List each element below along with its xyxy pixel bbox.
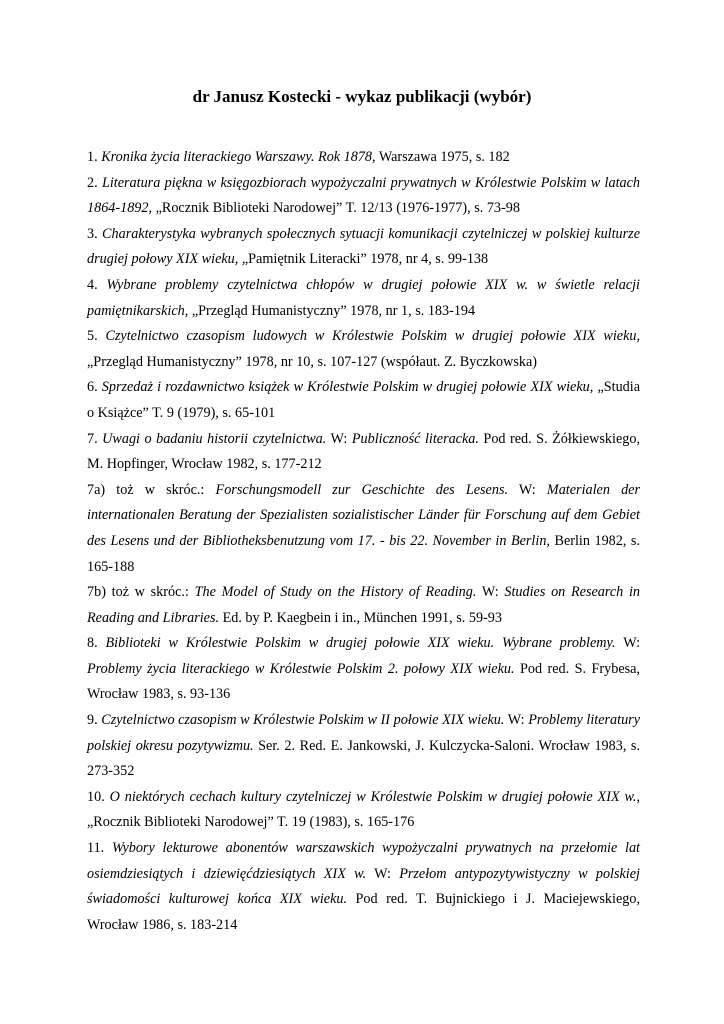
entry-text: 1. <box>87 149 102 165</box>
entry-text: „Rocznik Biblioteki Narodowej” T. 12/13 (1976-1977), s. 73-98 <box>152 200 520 217</box>
entry-text: „Studia o Książce” T. 9 (1979), s. 65-101 <box>87 379 640 421</box>
entry-text: „Rocznik Biblioteki Narodowej” T. 19 (1983), s. 165-176 <box>87 814 415 831</box>
entry-title-text: Sprzedaż i rozdawnictwo książek w Królestwie Polskim w drugiej połowie XIX wieku, <box>101 379 594 396</box>
entry-text: W: <box>476 584 505 601</box>
entry-text: 5. <box>87 328 106 345</box>
entry-title-text: Kronika życia literackiego Warszawy. Rok 1878, <box>101 149 376 165</box>
entry-text: 7a) toż w skróc.: <box>87 481 216 498</box>
publication-entry <box>87 171 640 222</box>
entry-text: W: <box>366 865 400 882</box>
entry-text: Pod red. S. Żółkiewskiego, M. Hopfinger, Wrocław 1982, s. 177-212 <box>87 430 640 473</box>
entry-title-text: Wybrane problemy czytelnictwa chłopów w drugiej połowie XIX w. w świetle relacji pamiętnikarskich, <box>87 276 640 319</box>
publication-entry <box>87 631 640 708</box>
publication-entry <box>87 427 640 478</box>
page-title: dr Janusz Kostecki - wykaz publikacji (wybór) <box>192 87 532 106</box>
entry-text: W: <box>326 430 352 447</box>
entry-title-text: Charakterystyka wybranych społecznych sytuacji komunikacji czytelniczej w polskiej kulturze drugiej połowy XIX wieku, <box>87 225 640 268</box>
publication-entry <box>87 324 640 375</box>
entry-text: 6. <box>87 379 102 396</box>
entry-text: 8. <box>87 635 106 652</box>
publication-entry <box>87 478 640 580</box>
entry-title-text: Publiczność literacka. <box>351 430 479 447</box>
entry-text: Pod red. T. Bujnickiego i J. Maciejewskiego, Wrocław 1986, s. 183-214 <box>87 891 640 933</box>
entry-text: W: <box>508 481 547 498</box>
entry-text: 3. <box>87 225 103 242</box>
entry-text: W: <box>504 712 529 729</box>
publication-entry <box>87 580 640 631</box>
entry-text: Berlin 1982, s. 165-188 <box>87 532 641 575</box>
entry-title-text: Uwagi o badaniu historii czytelnictwa. <box>102 430 327 447</box>
publication-entry <box>87 145 640 171</box>
entry-text: „Przegląd Humanistyczny” 1978, nr 10, s. 107-127 (współaut. Z. Byczkowska) <box>87 353 537 370</box>
entry-text: Ser. 2. Red. E. Jankowski, J. Kulczycka-Saloni. Wrocław 1983, s. 273-352 <box>87 737 640 780</box>
entry-title-text: Problemy literatury polskiej okresu pozytywizmu. <box>87 712 641 754</box>
entry-text: 7. <box>87 430 103 447</box>
entry-text: 11. <box>87 840 112 857</box>
entry-text: 4. <box>87 276 107 293</box>
entry-title-text: Czytelnictwo czasopism w Królestwie Polskim w II połowie XIX wieku. <box>101 712 505 729</box>
publication-entry <box>87 836 640 938</box>
entry-text: Pod red. S. Frybesa, Wrocław 1983, s. 93-136 <box>87 660 640 703</box>
entry-title-text: Studies on Research in Reading and Libraries. <box>87 584 640 626</box>
entry-text: Warszawa 1975, s. 182 <box>375 149 510 165</box>
publication-entry <box>87 273 640 324</box>
entry-text: „Pamiętnik Literacki” 1978, nr 4, s. 99-138 <box>238 251 489 268</box>
publication-entry <box>87 222 640 273</box>
entry-title-text: Biblioteki w Królestwie Polskim w drugiej połowie XIX wieku. Wybrane problemy. <box>105 635 616 652</box>
entry-text: 7b) toż w skróc.: <box>87 584 195 601</box>
entry-title-text: The Model of Study on the History of Reading. <box>194 584 477 601</box>
entry-title-text: Przełom antypozytywistyczny w polskiej świadomości kulturowej końca XIX wieku. <box>87 865 640 908</box>
entry-text: „Przegląd Humanistyczny” 1978, nr 1, s. 183-194 <box>188 302 476 319</box>
entry-title-text: Materialen der internationalen Beratung der Spezialisten sozialistischer Länder für Forschung auf dem Gebiet des Lesens und der Bibliotheksbenutzung vom 17. - bis 22. November in Berlin, <box>87 481 640 549</box>
entry-text: 9. <box>87 712 102 729</box>
publication-entry <box>87 708 640 785</box>
entry-title-text: Czytelnictwo czasopism ludowych w Królestwie Polskim w drugiej połowie XIX wieku, <box>105 328 641 345</box>
entry-title-text: O niektórych cechach kultury czytelniczej w Królestwie Polskim w drugiej połowie XIX w., <box>109 788 641 805</box>
entry-title-text: Problemy życia literackiego w Królestwie Polskim 2. połowy XIX wieku. <box>87 660 515 677</box>
entry-text: W: <box>615 635 641 652</box>
publication-entry <box>87 785 640 836</box>
entry-title-text: Wybory lekturowe abonentów warszawskich wypożyczalni prywatnych na przełomie lat osiemdziesiątych i dziewięćdziesiątych XIX w. <box>87 840 640 882</box>
entry-title-text: Forschungsmodell zur Geschichte des Lesens. <box>215 481 509 498</box>
entry-text: Ed. by P. Kaegbein i in., München 1991, s. 59-93 <box>219 609 502 626</box>
publication-entry <box>87 375 640 426</box>
entry-text: 10. <box>87 788 110 805</box>
entry-text: 2. <box>87 174 102 191</box>
publication-list <box>87 145 640 938</box>
entry-title-text: Literatura piękna w księgozbiorach wypożyczalni prywatnych w Królestwie Polskim w latach 1864-1892, <box>87 174 640 217</box>
